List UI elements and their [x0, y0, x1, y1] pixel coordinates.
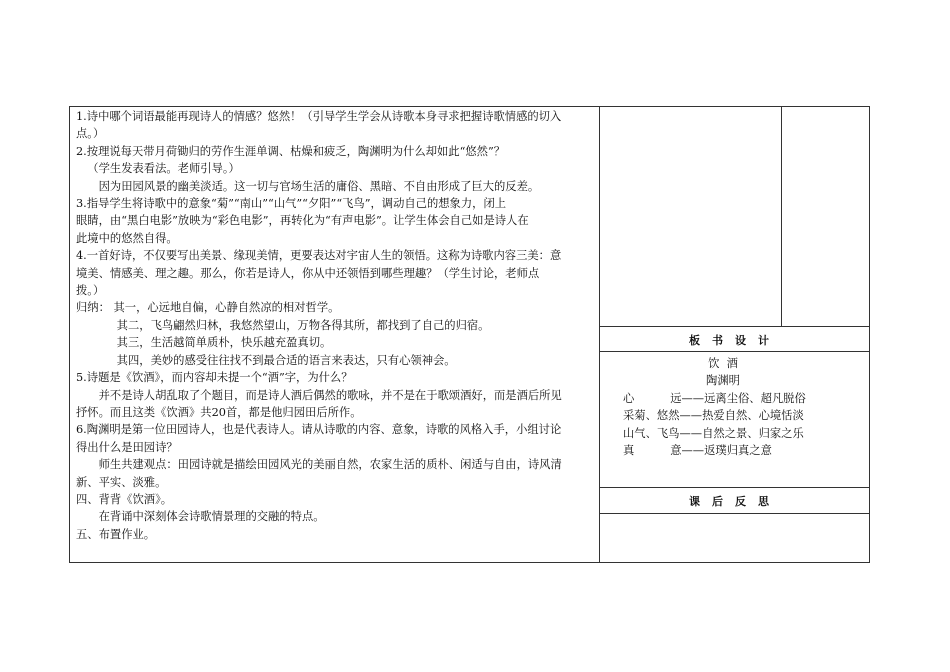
- row-divider: [599, 487, 869, 488]
- row-divider: [599, 351, 869, 352]
- lesson-line: 得出什么是田园诗？: [76, 440, 178, 454]
- board-line: 真 意——返璞归真之意: [623, 444, 772, 458]
- lesson-line: 新、平实、淡雅。: [76, 475, 167, 489]
- lesson-line: 拨。）: [76, 284, 105, 298]
- poem-author: 陶渊明: [706, 374, 740, 388]
- board-content: [623, 355, 863, 459]
- lesson-line: 四、背背《饮酒》。: [76, 492, 173, 506]
- lesson-line: 眼睛，由“黑白电影”放映为“彩色电影”，再转化为“有声电影”。让学生体会自己如是诗人在: [76, 214, 529, 228]
- reflection-heading: 课后反思: [689, 495, 781, 508]
- lesson-content: [76, 108, 596, 543]
- lesson-line: （学生发表看法。老师引导。）: [87, 162, 240, 176]
- column-divider-right: [781, 107, 782, 326]
- lesson-line: 4.一首好诗，不仅要写出美景、缘现美情，更要表达对宇宙人生的领悟。这称为诗歌内容三美：意: [76, 249, 562, 263]
- lesson-line: 其二，飞鸟翩然归林，我悠然望山，万物各得其所，都找到了自己的归宿。: [116, 318, 490, 332]
- lesson-line: 师生共建观点：田园诗就是描绘田园风光的美丽自然，农家生活的质朴、闲适与自由，诗风清: [98, 458, 562, 472]
- lesson-line: 3.指导学生将诗歌中的意象“菊”“南山”“山气”“夕阳”“飞鸟”，调动自己的想象力，闭上: [76, 197, 507, 211]
- lesson-table: [69, 106, 870, 563]
- poem-title: 饮 酒: [708, 357, 738, 370]
- lesson-line: 境美、情感美、理之趣。那么，你若是诗人，你从中还领悟到哪些理趣？（学生讨论，老师点: [76, 266, 540, 280]
- lesson-line: 其四，美妙的感受往往找不到最合适的语言来表达，只有心领神会。: [116, 353, 456, 367]
- lesson-line: 6.陶渊明是第一位田园诗人，也是代表诗人。请从诗歌的内容、意象，诗歌的风格入手，小组讨论: [76, 423, 562, 437]
- lesson-line: 5.诗题是《饮酒》，而内容却未提一个“酒”字，为什么？: [76, 371, 353, 385]
- board-line: 山气、飞鸟——自然之景、归家之乐: [623, 426, 804, 440]
- lesson-line: 2.按理说每天带月荷锄归的劳作生涯单调、枯燥和疲乏，陶渊明为什么却如此“悠然”？: [76, 144, 506, 158]
- lesson-line: 五、布置作业。: [76, 527, 156, 541]
- row-divider: [599, 326, 869, 327]
- lesson-line: 此境中的悠然自得。: [76, 231, 178, 245]
- row-divider: [599, 513, 869, 514]
- lesson-line: 1.诗中哪个词语最能再现诗人的情感？悠然！（引导学生学会从诗歌本身寻求把握诗歌情感的切入: [76, 110, 562, 123]
- board-design-heading: 板书设计: [689, 334, 781, 347]
- lesson-line: 并不是诗人胡乱取了个题目，而是诗人酒后偶然的歌咏，并不是在于歌颂酒好，而是酒后所见: [98, 388, 562, 402]
- lesson-line: 其三，生活越简单质朴，快乐越充盈真切。: [116, 336, 332, 350]
- lesson-line: 因为田园风景的幽美淡适。这一切与官场生活的庸俗、黑暗、不自由形成了巨大的反差。: [98, 179, 540, 193]
- lesson-line: 归纳： 其一，心远地自偏，心静自然凉的相对哲学。: [76, 301, 340, 315]
- lesson-line: 在背诵中深刻体会诗歌情景理的交融的特点。: [98, 510, 325, 524]
- board-line: 心 远——远离尘俗、超凡脱俗: [623, 391, 806, 405]
- board-line: 采菊、悠然——热爱自然、心境恬淡: [623, 409, 804, 423]
- lesson-line: 点。）: [76, 127, 105, 141]
- lesson-line: 抒怀。而且这类《饮酒》共20首，都是他归园田后所作。: [76, 405, 362, 419]
